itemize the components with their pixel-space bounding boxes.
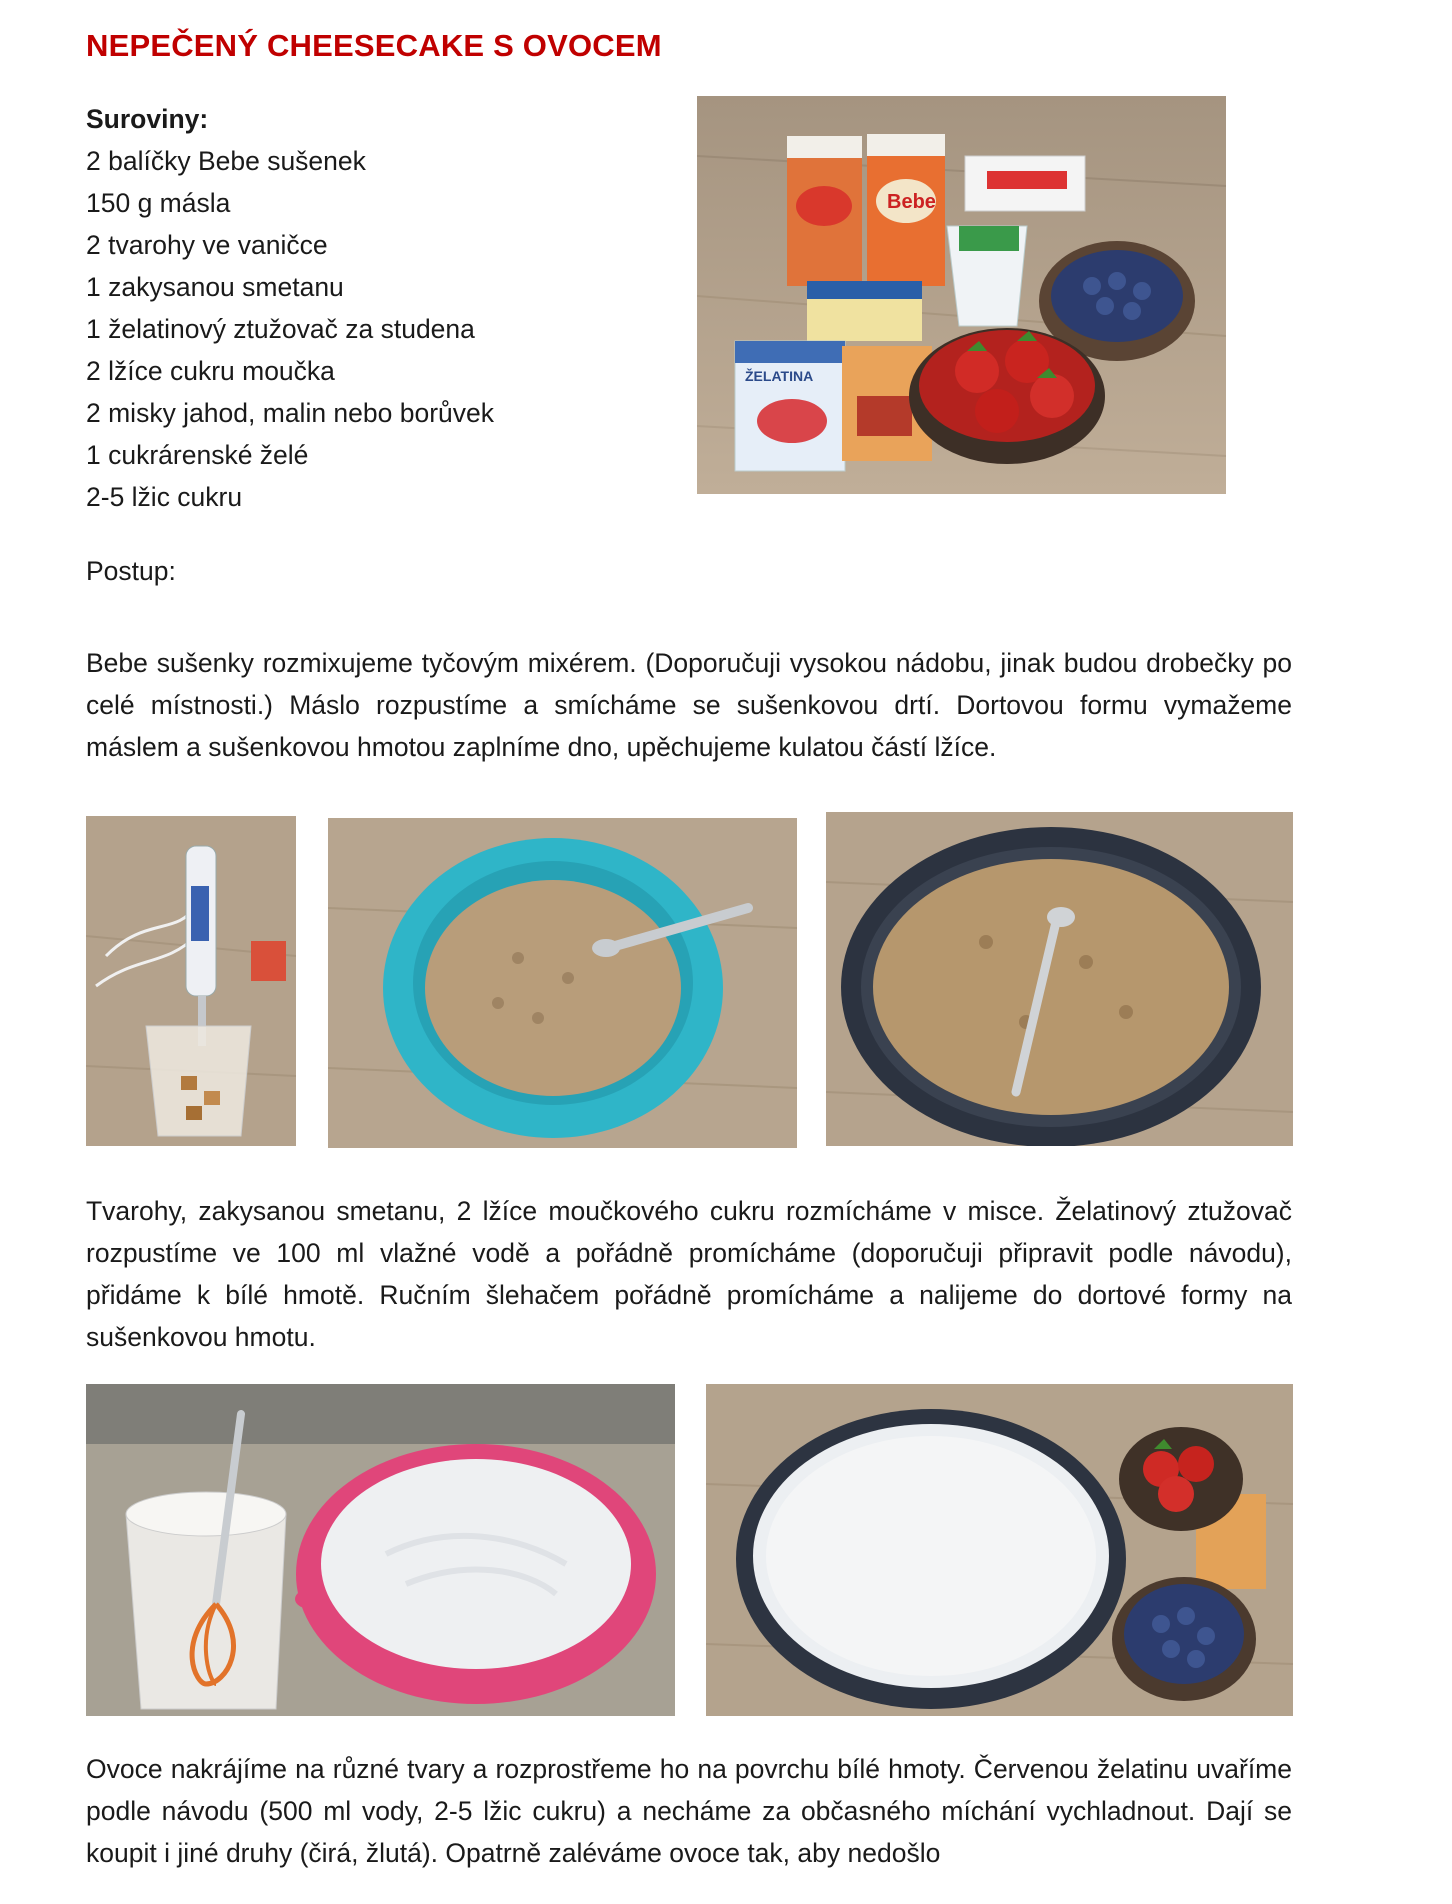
postup-heading: Postup: xyxy=(86,556,176,586)
ingredient-item: 1 cukrárenské želé xyxy=(86,440,309,470)
ingredient-item: 2 misky jahod, malin nebo borůvek xyxy=(86,398,495,428)
ingredients-photo xyxy=(697,96,1226,494)
cheese-filling-photo xyxy=(706,1384,1293,1716)
ingredients-heading: Suroviny: xyxy=(86,104,209,134)
mixer-photo xyxy=(86,816,296,1146)
step-paragraph-3: Ovoce nakrájíme na různé tvary a rozprostřeme ho na povrchu bílé hmoty. Červenou želatinu uvaříme podle návodu (500 ml vody, 2-5 lžic cukru) a necháme za občasného míchání vychladnout. Dají se koupit i jiné druhy (čirá, žlutá). Opatrně zaléváme ovoce tak, aby nedošlo xyxy=(86,1754,1292,1868)
ingredient-item: 1 zakysanou smetanu xyxy=(86,272,344,302)
whisk-bowl-photo xyxy=(86,1384,675,1716)
ingredient-item: 2 tvarohy ve vaničce xyxy=(86,230,328,260)
ingredient-item: 2-5 lžic cukru xyxy=(86,482,243,512)
recipe-title: NEPEČENÝ CHEESECAKE S OVOCEM xyxy=(86,28,662,63)
cake-form-photo xyxy=(826,812,1293,1146)
ingredient-item: 2 lžíce cukru moučka xyxy=(86,356,335,386)
ingredient-item: 1 želatinový ztužovač za studena xyxy=(86,314,475,344)
ingredients-list xyxy=(86,98,646,518)
step-paragraph-2: Tvarohy, zakysanou smetanu, 2 lžíce moučkového cukru rozmícháme v misce. Želatinový ztužovač rozpustíme ve 100 ml vlažné vodě a pořádně promícháme (doporučuji připravit podle návodu), přidáme k bílé hmotě. Ručním šlehačem pořádně promícháme a nalijeme do dortové formy na sušenkovou hmotu. xyxy=(86,1196,1292,1352)
bebe-logo-text: Bebe xyxy=(887,191,936,213)
step-paragraph-1: Bebe sušenky rozmixujeme tyčovým mixérem. (Doporučuji vysokou nádobu, jinak budou drobečky po celé místnosti.) Máslo rozpustíme a smícháme se sušenkovou drtí. Dortovou formu vymažeme máslem a sušenkovou hmotou zaplníme dno, upěchujeme kulatou částí lžíce. xyxy=(86,648,1292,762)
ingredient-item: 2 balíčky Bebe sušenek xyxy=(86,146,366,176)
zelatina-label-text: ŽELATINA xyxy=(745,368,814,384)
crumb-bowl-photo xyxy=(328,818,797,1148)
ingredient-item: 150 g másla xyxy=(86,188,231,218)
